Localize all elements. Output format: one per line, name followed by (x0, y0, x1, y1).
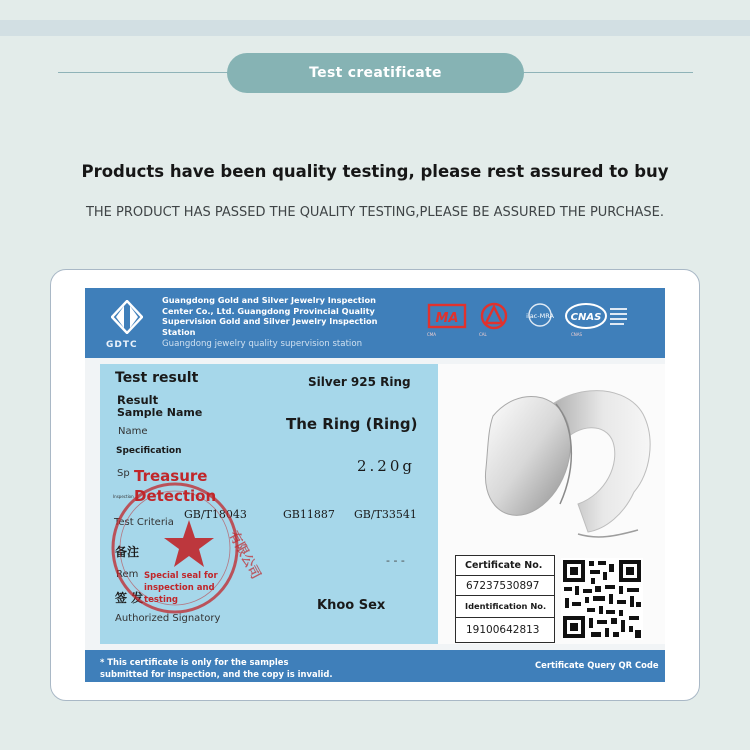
cal-badge (477, 302, 511, 336)
certificate-no-label: Certificate No. (465, 560, 543, 571)
criteria-value-2: GB11887 (283, 508, 335, 521)
top-strip (0, 20, 750, 36)
overlay-detection: Detection (134, 487, 217, 505)
gdtc-logo-icon (111, 300, 143, 334)
divider-left (58, 72, 228, 73)
seal-note-2: inspection and (144, 583, 215, 593)
remarks-cn-label: 备注 (115, 545, 140, 559)
criteria-value-3: GB/T33541 (354, 508, 417, 521)
certificate-footer (85, 650, 665, 682)
result-label: Result (117, 393, 159, 407)
signatory-value: Khoo Sex (317, 598, 386, 613)
test-result-label: Test result (115, 370, 199, 386)
spec-partial-label: Sp (117, 468, 130, 479)
divider-right (523, 72, 693, 73)
cma-caption: CMA (427, 332, 436, 337)
section-title-pill (227, 53, 524, 93)
logo-text: GDTC (106, 340, 138, 350)
stamp-text: 有限公司 (225, 528, 264, 582)
footer-note (100, 656, 333, 680)
sign-cn-label: 签 发 (115, 591, 144, 605)
overlay-treasure: Treasure (134, 467, 208, 485)
seal-note-1: Special seal for (144, 571, 218, 581)
authorized-signatory-label: Authorized Signatory (115, 613, 221, 624)
headline: Products have been quality testing, please rest assured to buy (81, 162, 669, 181)
certificate-no-value: 67237530897 (466, 580, 540, 592)
cnas-badge-icon (565, 302, 629, 332)
cnas-caption: CNAS (571, 332, 583, 337)
org-line: Station (162, 326, 196, 337)
result-value: Silver 925 Ring (308, 375, 411, 389)
org-subtitle: Guangdong jewelry quality supervision station (162, 339, 363, 349)
organization-name (162, 295, 378, 349)
org-line: Supervision Gold and Silver Jewelry Inspection (162, 316, 378, 327)
identification-no-cell (456, 617, 554, 642)
certificate-image (85, 288, 665, 682)
seal-note-3: testing (144, 595, 178, 605)
test-criteria-label: Test Criteria (114, 517, 174, 528)
ilac-mra-badge (521, 302, 559, 336)
cma-badge (427, 302, 467, 336)
cma-badge-icon (427, 302, 467, 332)
section-title: Test creatificate (309, 65, 442, 81)
org-line: Center Co., Ltd. Guangdong Provincial Quality (162, 305, 375, 316)
certificate-no-cell (456, 575, 554, 595)
qr-code-label: Certificate Query QR Code (535, 660, 659, 670)
specification-label: Specification (116, 446, 182, 456)
identification-no-label: Identification No. (465, 601, 547, 611)
certificate-header (85, 288, 665, 358)
cal-caption: CAL (479, 332, 487, 337)
org-line: Guangdong Gold and Silver Jewelry Inspection (162, 295, 376, 305)
svg-text:CNAS: CNAS (570, 312, 602, 323)
identification-label-cell (456, 595, 554, 617)
svg-text:ilac-MRA: ilac-MRA (526, 312, 554, 320)
inspection-tiny-label: Inspection (113, 494, 134, 499)
query-qr-code[interactable] (561, 558, 643, 640)
remarks-partial-label: Rem (116, 569, 139, 580)
cal-badge-icon (477, 302, 511, 332)
svg-text:MA: MA (435, 311, 459, 326)
footer-note-line-1: * This certificate is only for the samples (100, 657, 289, 667)
criteria-value-1: GB/T18043 (184, 508, 247, 521)
weight-value: 2.20g (357, 457, 416, 475)
certificate-info-box (455, 555, 555, 643)
sample-name-label: Sample Name (117, 406, 203, 419)
footer-note-line-2: submitted for inspection, and the copy is invalid. (100, 669, 333, 679)
remarks-value: - - - (386, 554, 405, 567)
identification-no-value: 19100642813 (466, 624, 540, 636)
subline: THE PRODUCT HAS PASSED THE QUALITY TESTING,PLEASE BE ASSURED THE PURCHASE. (85, 205, 665, 220)
cnas-badge (565, 302, 629, 336)
ilac-badge-icon (521, 302, 559, 332)
name-label: Name (118, 426, 148, 437)
qr-code-icon (561, 558, 643, 640)
sample-name-value: The Ring (Ring) (286, 415, 418, 433)
